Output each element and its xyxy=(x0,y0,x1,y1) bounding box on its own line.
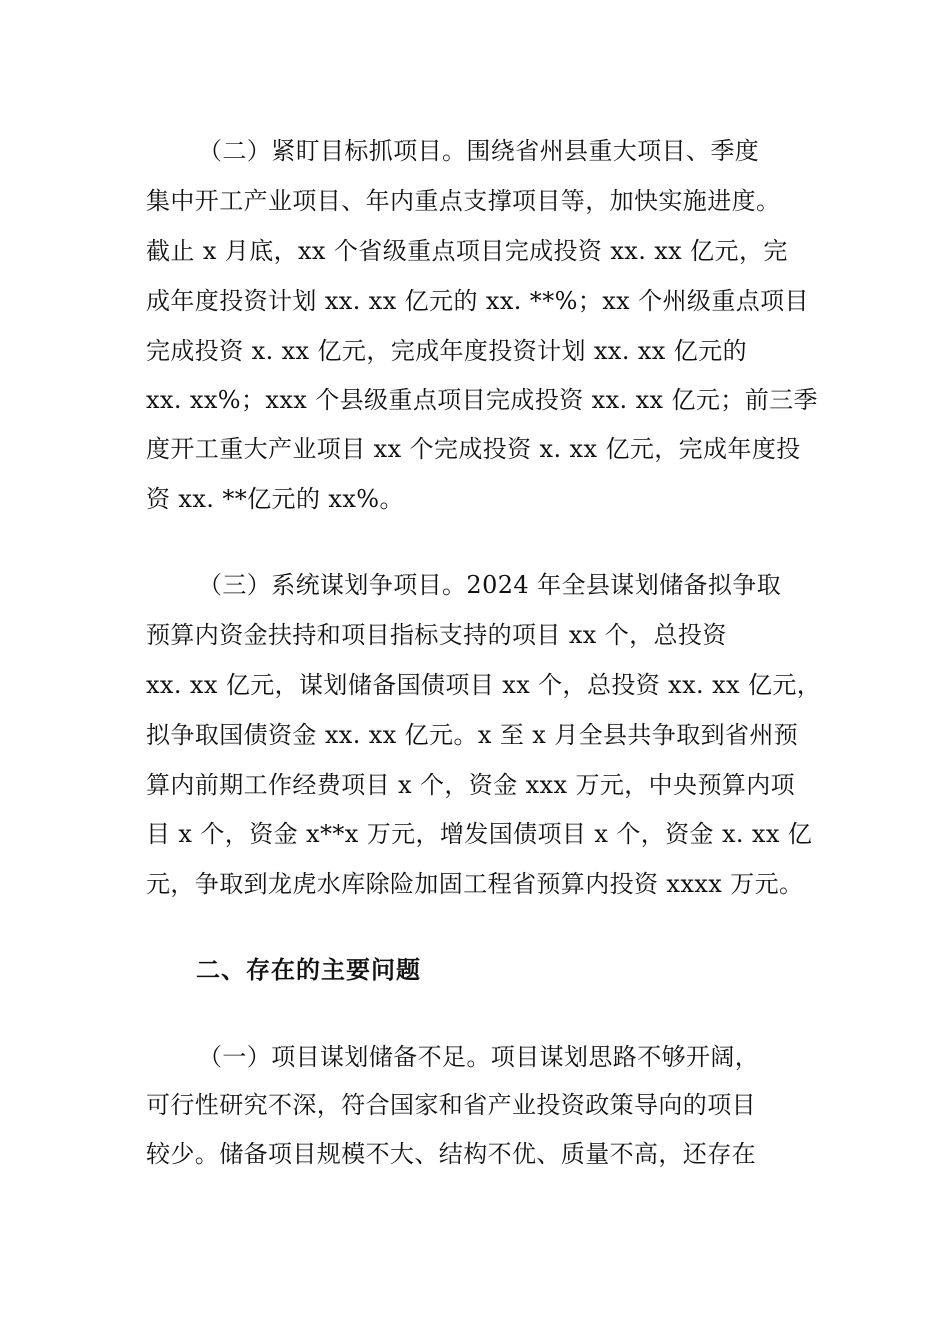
paragraph-3-line-2: 预算内资金扶持和项目指标支持的项目 xx 个，总投资 xyxy=(146,621,727,649)
paragraph-2-line-6: xx. xx%；xxx 个县级重点项目完成投资 xx. xx 亿元；前三季 xyxy=(146,386,818,414)
paragraph-4-line-3: 较少。储备项目规模不大、结构不优、质量不高，还存在 xyxy=(146,1140,756,1168)
paragraph-3-line-7: 元，争取到龙虎水库除险加固工程省预算内投资 xxxx 万元。 xyxy=(146,870,804,898)
paragraph-2-line-5: 完成投资 x. xx 亿元，完成年度投资计划 xx. xx 亿元的 xyxy=(146,337,747,365)
section-heading: 二、存在的主要问题 xyxy=(196,956,421,984)
paragraph-4-line-1: （一）项目谋划储备不足。项目谋划思路不够开阔， xyxy=(198,1043,760,1071)
paragraph-2-line-7: 度开工重大产业项目 xx 个完成投资 x. xx 亿元，完成年度投 xyxy=(146,435,801,463)
paragraph-3-line-3: xx. xx 亿元，谋划储备国债项目 xx 个，总投资 xx. xx 亿元， xyxy=(146,671,822,699)
paragraph-2-line-2: 集中开工产业项目、年内重点支撑项目等，加快实施进度。 xyxy=(146,187,781,215)
paragraph-2-line-3: 截止 x 月底，xx 个省级重点项目完成投资 xx. xx 亿元，完 xyxy=(146,237,788,265)
paragraph-3-line-1: （三）系统谋划争项目。2024 年全县谋划储备拟争取 xyxy=(198,571,782,599)
paragraph-2-line-1: （二）紧盯目标抓项目。围绕省州县重大项目、季度 xyxy=(198,137,760,165)
paragraph-4-line-2: 可行性研究不深，符合国家和省产业投资政策导向的项目 xyxy=(146,1091,756,1119)
paragraph-3-line-5: 算内前期工作经费项目 x 个，资金 xxx 万元，中央预算内项 xyxy=(146,771,796,799)
paragraph-2-line-8: 资 xx. **亿元的 xx%。 xyxy=(146,485,404,513)
paragraph-3-line-4: 拟争取国债资金 xx. xx 亿元。x 至 x 月全县共争取到省州预 xyxy=(146,721,799,749)
paragraph-3-line-6: 目 x 个，资金 x**x 万元，增发国债项目 x 个，资金 x. xx 亿 xyxy=(146,820,813,848)
paragraph-2-line-4: 成年度投资计划 xx. xx 亿元的 xx. **%；xx 个州级重点项目 xyxy=(146,287,809,315)
